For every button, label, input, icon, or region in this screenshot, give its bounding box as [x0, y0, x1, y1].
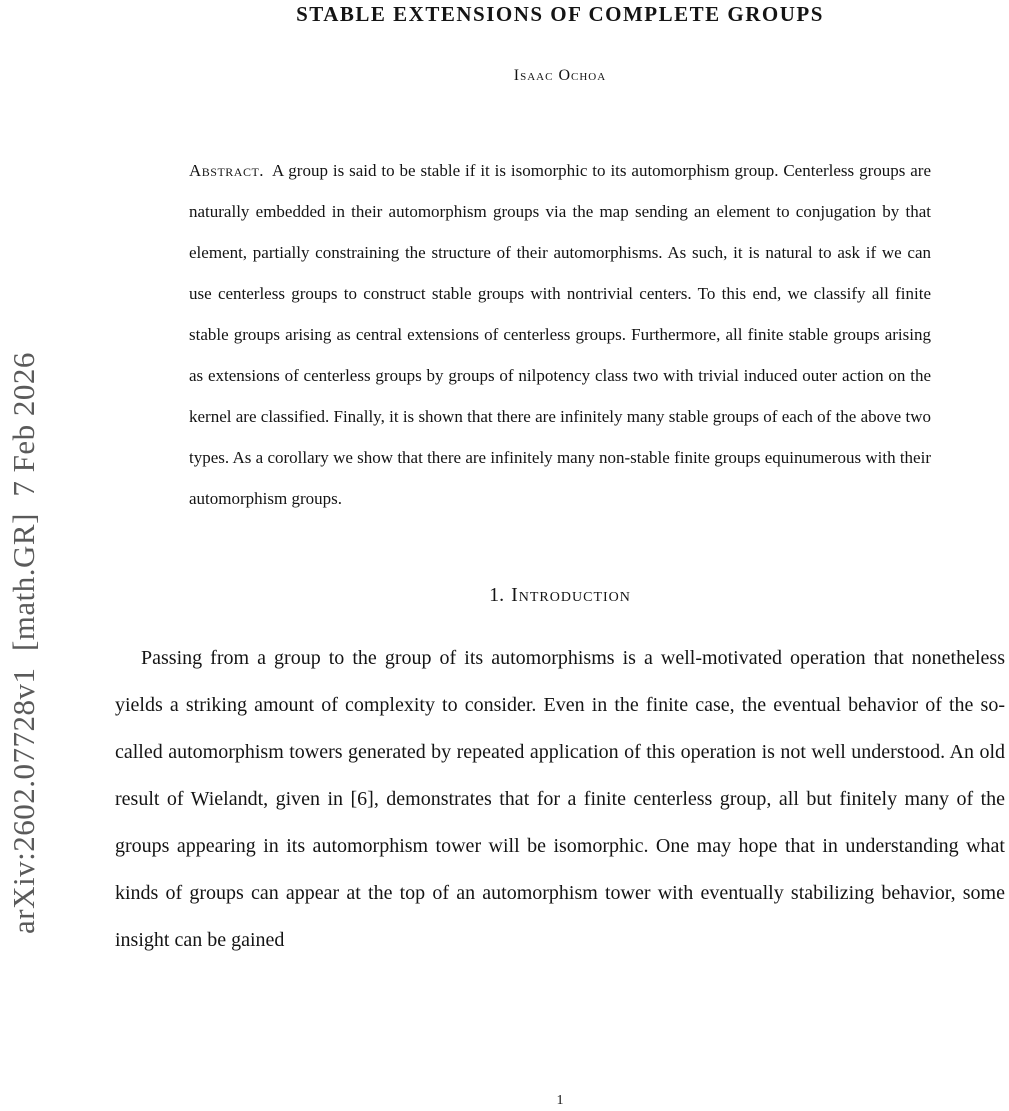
abstract-label: Abstract.: [189, 161, 265, 180]
section-number: 1.: [489, 584, 505, 606]
intro-paragraph: Passing from a group to the group of its automorphisms is a well-motivated operation that nonetheless yields a striking amount of complexity to consider. Even in the finite case, the eventual behavior of the so-called automorphism towers generated by repeated application of this operation is not well understood. An old result of Wielandt, given in [6], demonstrates that for a finite centerless group, all but finitely many of the groups appearing in its automorphism tower will be isomorphic. One may hope that in understanding what kinds of groups can appear at the top of an automorphism tower with eventually stabilizing behavior, some insight can be gained: [115, 647, 1005, 951]
paper-page: [115, 0, 1005, 1111]
paper-author: Isaac Ochoa: [513, 67, 607, 84]
section-title: Introduction: [511, 584, 631, 606]
abstract-text: A group is said to be stable if it is isomorphic to its automorphism group. Centerless groups are naturally embedded in their automorphism groups via the map sending an element to conjugation by that element, partially constraining the structure of their automorphisms. As such, it is natural to ask if we can use centerless groups to construct stable groups with nontrivial centers. To this end, we classify all finite stable groups arising as central extensions of centerless groups. Furthermore, all finite stable groups arising as extensions of centerless groups by groups of nilpotency class two with trivial induced outer action on the kernel are classified. Finally, it is shown that there are infinitely many stable groups of each of the above two types. As a corollary we show that there are infinitely many non-stable finite groups equinumerous with their automorphism groups.: [189, 161, 931, 508]
abstract: [189, 150, 931, 519]
arxiv-stamp: arXiv:2602.07728v1 [math.GR] 7 Feb 2026: [6, 352, 41, 934]
section-heading: [115, 583, 1005, 607]
paper-title: STABLE EXTENSIONS OF COMPLETE GROUPS: [296, 2, 824, 26]
page-number: 1: [556, 1093, 564, 1108]
